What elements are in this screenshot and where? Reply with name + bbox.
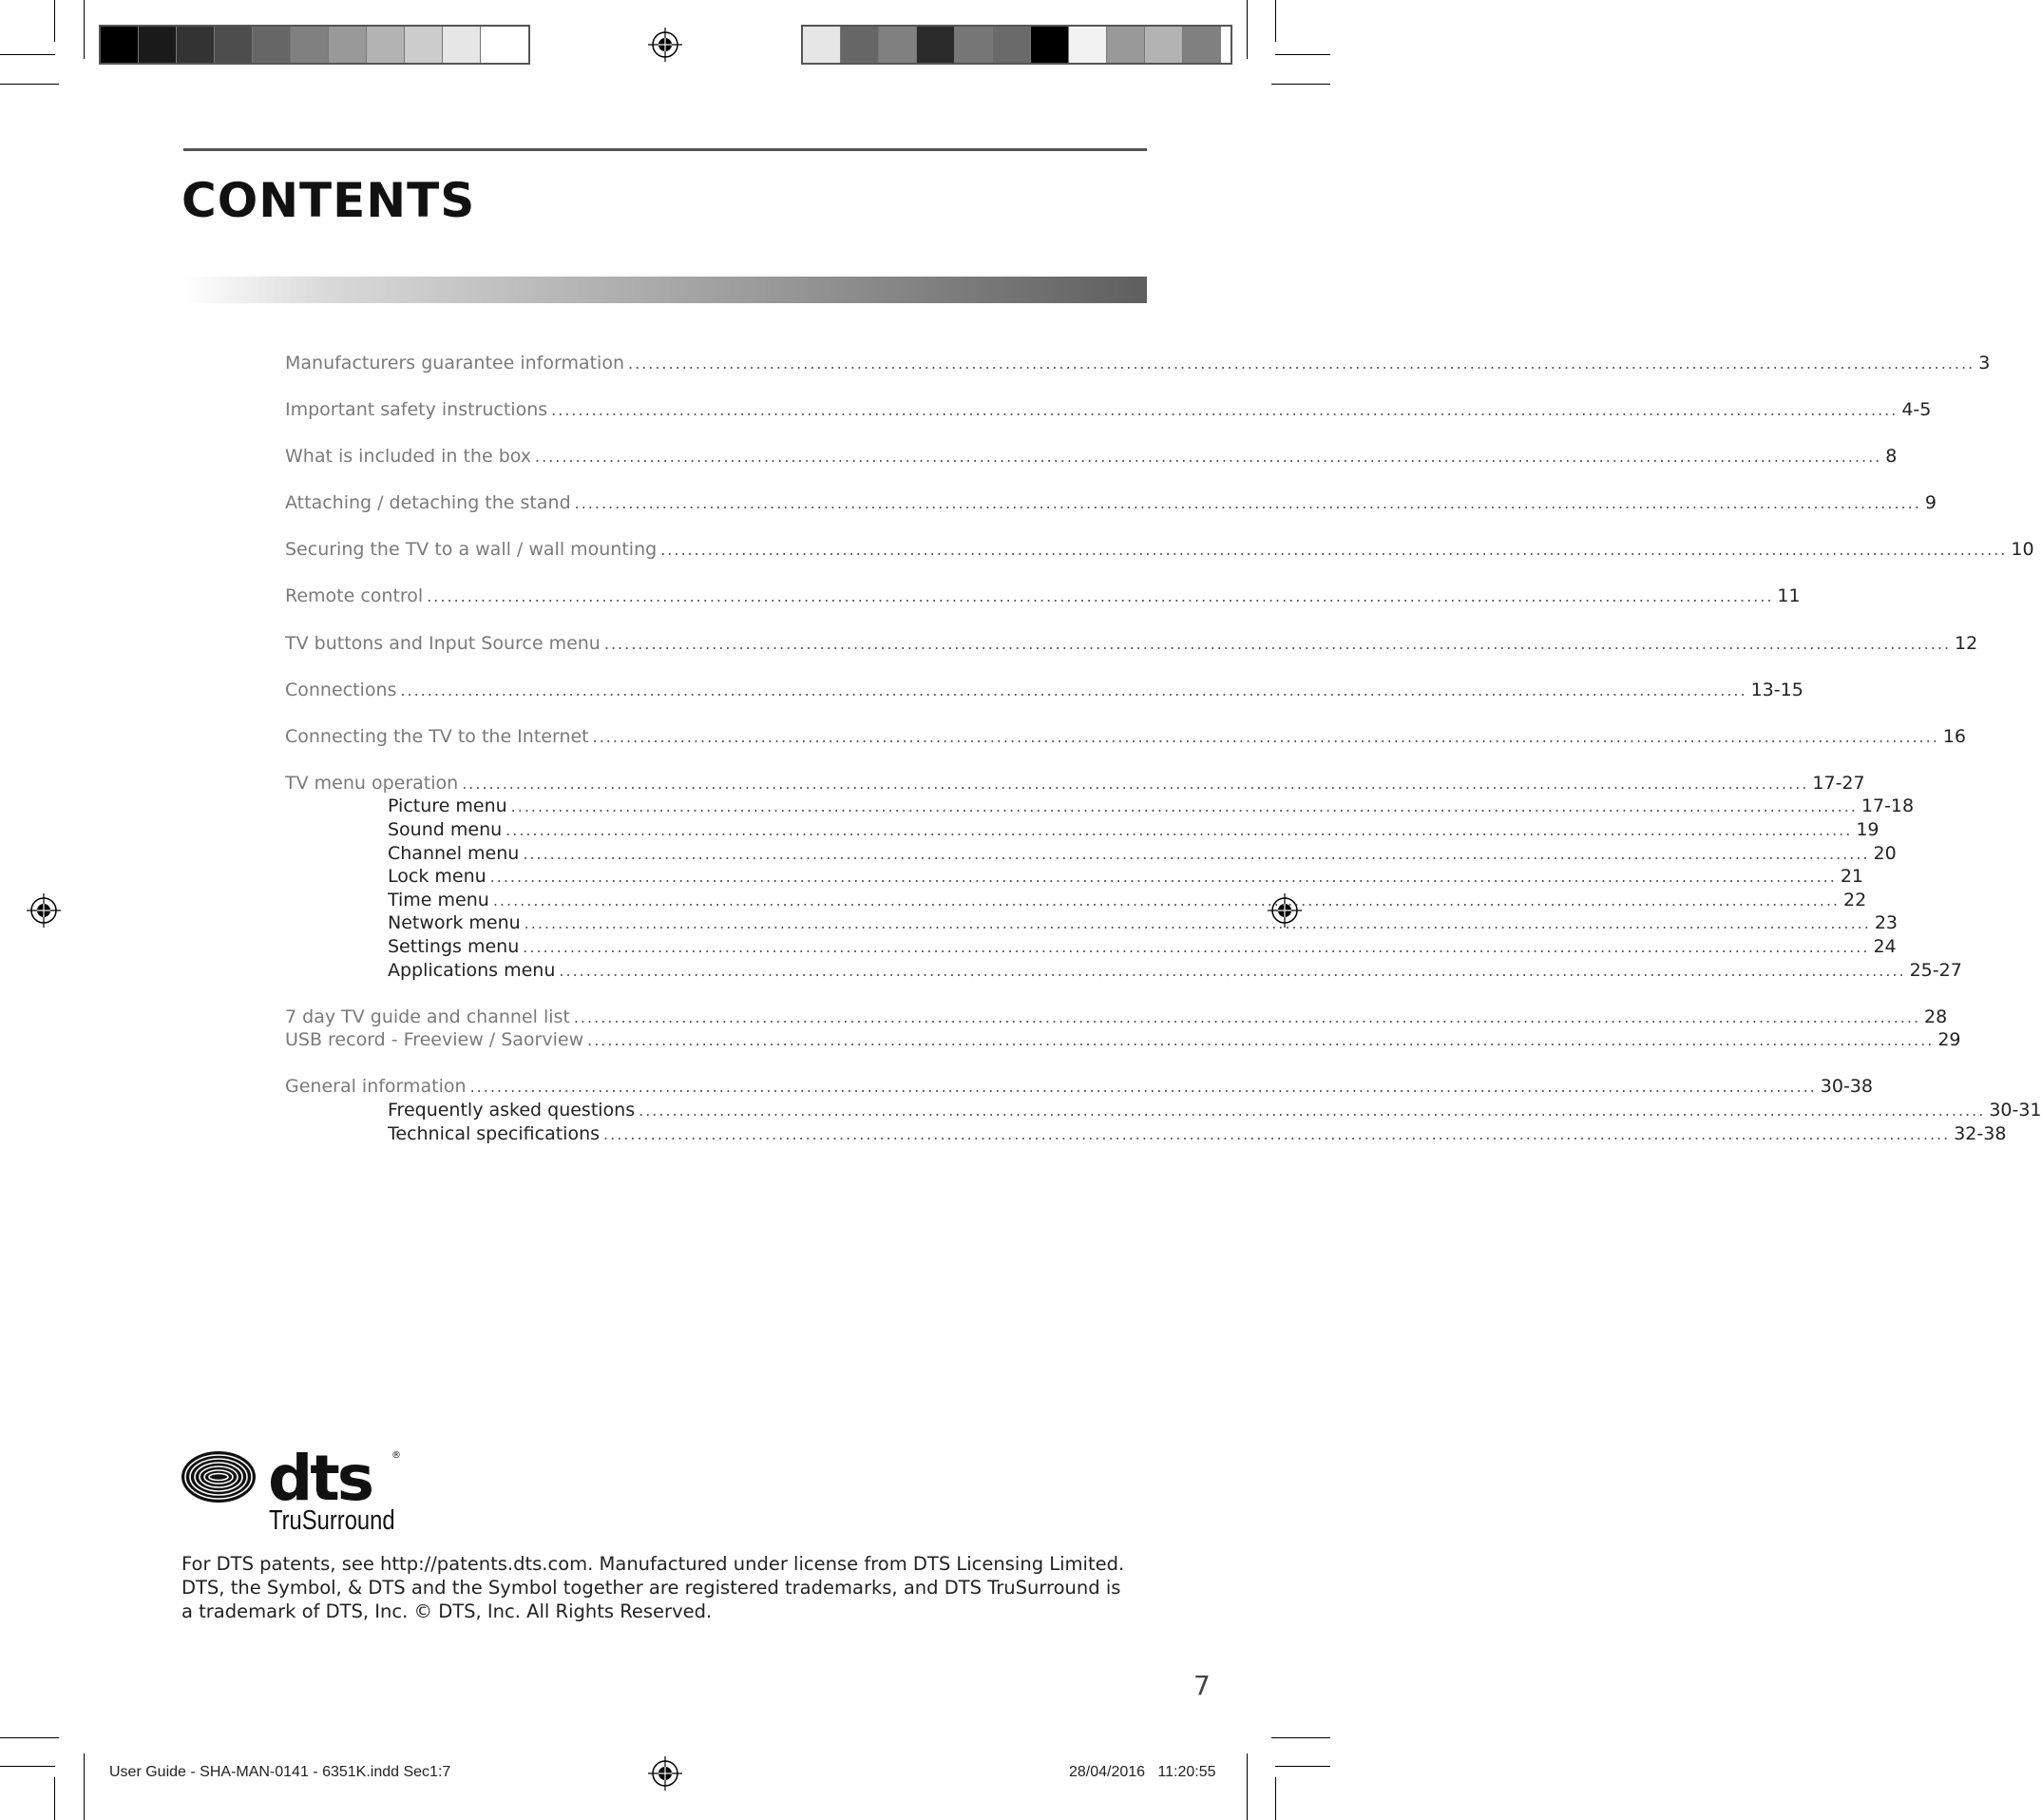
color-calibration-bar-left xyxy=(99,25,530,65)
toc-leader-dots: ........................................................................................................................................................................................................ xyxy=(469,1078,1817,1097)
table-of-contents xyxy=(285,352,2042,1145)
color-swatch xyxy=(329,27,367,63)
registered-mark: ® xyxy=(391,1450,401,1461)
toc-entry[interactable] xyxy=(285,1006,1948,1029)
toc-subentry[interactable] xyxy=(285,935,1897,959)
toc-leader-dots: ........................................................................................................................................................................................................ xyxy=(492,891,1841,910)
toc-subentry[interactable] xyxy=(285,842,1897,866)
toc-leader-dots: ........................................................................................................................................................................................................ xyxy=(523,938,1870,956)
toc-leader-dots: ........................................................................................................................................................................................................ xyxy=(639,1101,1986,1120)
toc-leader-dots: ........................................................................................................................................................................................................ xyxy=(523,844,1870,863)
toc-subentry[interactable] xyxy=(285,865,1864,889)
toc-leader-dots: ........................................................................................................................................................................................................ xyxy=(660,541,2008,560)
toc-entry[interactable] xyxy=(285,679,1803,702)
color-swatch xyxy=(101,27,139,63)
toc-entry-label: Connecting the TV to the Internet xyxy=(285,725,589,747)
toc-entry-page: 11 xyxy=(1777,585,1801,607)
toc-entry-label: Attaching / detaching the stand xyxy=(285,492,571,514)
toc-leader-dots: ........................................................................................................................................................................................................ xyxy=(427,587,1774,606)
toc-entry-label: Network menu xyxy=(388,912,521,934)
crop-mark xyxy=(1275,0,1276,42)
toc-entry-page: 19 xyxy=(1856,819,1880,841)
color-swatch xyxy=(405,27,443,63)
toc-leader-dots: ........................................................................................................................................................................................................ xyxy=(573,1007,1921,1026)
toc-entry-page: 13-15 xyxy=(1750,679,1803,700)
color-swatch xyxy=(1069,27,1107,63)
toc-entry-label: TV buttons and Input Source menu xyxy=(285,632,601,654)
crop-mark xyxy=(1275,54,1330,55)
color-calibration-bar-right xyxy=(801,25,1232,65)
toc-entry-label: General information xyxy=(285,1076,467,1098)
crop-mark xyxy=(0,84,59,85)
color-swatch xyxy=(803,27,841,63)
toc-entry-page: 4-5 xyxy=(1901,399,1932,421)
color-swatch xyxy=(291,27,329,63)
toc-entry[interactable] xyxy=(285,538,2034,562)
toc-subentry[interactable] xyxy=(285,911,1899,935)
color-swatch xyxy=(481,27,519,63)
toc-entry-page: 25-27 xyxy=(1909,959,1962,981)
registration-mark-icon xyxy=(27,893,61,928)
toc-leader-dots: ........................................................................................................................................................................................................ xyxy=(462,774,1809,793)
toc-entry-label: Frequently asked questions xyxy=(388,1099,636,1121)
toc-entry[interactable] xyxy=(285,772,1865,795)
toc-entry-page: 30-31 xyxy=(1989,1099,2042,1121)
color-swatch xyxy=(841,27,879,63)
toc-entry-page: 22 xyxy=(1843,889,1867,910)
toc-entry-label: Time menu xyxy=(388,889,489,910)
toc-entry[interactable] xyxy=(285,398,1932,422)
toc-entry-page: 8 xyxy=(1885,446,1898,468)
crop-mark xyxy=(1247,0,1248,59)
toc-entry-label: Technical specifications xyxy=(388,1122,601,1144)
toc-subentry[interactable] xyxy=(285,959,1962,983)
toc-entry-page: 10 xyxy=(2011,539,2034,561)
toc-entry-label: USB record - Freeview / Saorview xyxy=(285,1029,584,1051)
color-swatch xyxy=(993,27,1031,63)
toc-entry-label: Manufacturers guarantee information xyxy=(285,353,624,374)
toc-entry-label: Important safety instructions xyxy=(285,399,548,421)
toc-entry-label: Settings menu xyxy=(388,936,520,957)
color-swatch xyxy=(367,27,405,63)
toc-leader-dots: ........................................................................................................................................................................................................ xyxy=(524,914,1871,933)
crop-mark xyxy=(54,1777,55,1820)
toc-entry-label: Sound menu xyxy=(388,819,503,841)
footer-file-name: User Guide - SHA-MAN-0141 - 6351K.indd Sec1:7 xyxy=(109,1764,451,1780)
page-number: 7 xyxy=(1193,1670,1211,1701)
crop-mark xyxy=(0,54,55,55)
color-swatch xyxy=(177,27,215,63)
toc-entry-label: Connections xyxy=(285,679,397,700)
toc-entry-label: Securing the TV to a wall / wall mounting xyxy=(285,539,658,561)
toc-entry-page: 23 xyxy=(1874,912,1899,934)
color-swatch xyxy=(139,27,177,63)
toc-entry-page: 17-27 xyxy=(1812,772,1865,794)
color-swatch xyxy=(215,27,253,63)
color-swatch xyxy=(955,27,993,63)
color-swatch xyxy=(1107,27,1145,63)
toc-entry-page: 24 xyxy=(1873,936,1897,957)
toc-leader-dots: ........................................................................................................................................................................................................ xyxy=(559,961,1906,980)
toc-entry-page: 32-38 xyxy=(1954,1122,2007,1144)
header-gradient-bar xyxy=(183,277,1147,303)
toc-entry[interactable] xyxy=(285,352,1991,375)
dts-symbol-icon xyxy=(181,1451,256,1503)
footer-timestamp: 28/04/2016 11:20:55 xyxy=(1069,1764,1216,1780)
toc-leader-dots: ........................................................................................................................................................................................................ xyxy=(587,1031,1935,1050)
crop-mark xyxy=(1247,1753,1248,1820)
header-rule xyxy=(183,148,1147,151)
toc-entry-label: Picture menu xyxy=(388,795,507,817)
crop-mark xyxy=(1275,1766,1330,1767)
legal-notice: For DTS patents, see http://patents.dts.com. Manufactured under license from DTS Licensing Limited. DTS, the Symbol, & DTS and the Symbol together are registered trademarks, and DTS TruSurround is a trademark of DTS, Inc. © DTS, Inc. All Rights Reserved. xyxy=(181,1553,1125,1622)
crop-mark xyxy=(0,1737,59,1738)
toc-leader-dots: ........................................................................................................................................................................................................ xyxy=(510,797,1858,816)
crop-mark xyxy=(1271,1737,1330,1738)
color-swatch xyxy=(917,27,955,63)
toc-subentry[interactable] xyxy=(285,889,1867,912)
toc-leader-dots: ........................................................................................................................................................................................................ xyxy=(535,448,1882,467)
toc-subentry[interactable] xyxy=(285,795,1915,818)
dts-caption: TruSurround xyxy=(269,1505,395,1536)
toc-entry-label: What is included in the box xyxy=(285,446,532,468)
toc-entry-page: 12 xyxy=(1955,632,1978,654)
color-swatch xyxy=(253,27,291,63)
toc-entry-page: 16 xyxy=(1942,725,1966,747)
toc-leader-dots: ........................................................................................................................................................................................................ xyxy=(400,680,1747,699)
toc-entry-page: 29 xyxy=(1937,1029,1961,1051)
registration-mark-icon xyxy=(648,1756,682,1791)
toc-leader-dots: ........................................................................................................................................................................................................ xyxy=(603,1124,1951,1143)
toc-entry-page: 9 xyxy=(1924,492,1937,514)
color-swatch xyxy=(1183,27,1221,63)
toc-entry-label: Channel menu xyxy=(388,842,520,864)
crop-mark xyxy=(0,1766,55,1767)
toc-entry[interactable] xyxy=(285,725,1966,749)
toc-entry-label: Applications menu xyxy=(388,959,556,981)
toc-leader-dots: ........................................................................................................................................................................................................ xyxy=(628,354,1975,373)
color-swatch xyxy=(1145,27,1183,63)
toc-entry[interactable] xyxy=(285,445,1898,469)
toc-leader-dots: ........................................................................................................................................................................................................ xyxy=(574,494,1921,513)
color-swatch xyxy=(443,27,481,63)
dts-wordmark: dts xyxy=(268,1442,372,1515)
toc-entry[interactable] xyxy=(285,632,1978,656)
toc-entry-page: 20 xyxy=(1873,842,1897,864)
toc-entry[interactable] xyxy=(285,1075,1873,1099)
toc-entry-page: 17-18 xyxy=(1861,795,1915,817)
crop-mark xyxy=(1275,1777,1276,1820)
toc-entry-page: 28 xyxy=(1924,1006,1948,1027)
crop-mark xyxy=(54,0,55,42)
toc-leader-dots: ........................................................................................................................................................................................................ xyxy=(551,401,1899,420)
toc-leader-dots: ........................................................................................................................................................................................................ xyxy=(592,727,1939,746)
toc-entry-label: Lock menu xyxy=(388,866,487,888)
toc-entry-page: 3 xyxy=(1978,353,1991,374)
toc-leader-dots: ........................................................................................................................................................................................................ xyxy=(506,821,1853,840)
toc-entry-page: 21 xyxy=(1840,866,1864,888)
crop-mark xyxy=(84,0,85,59)
toc-leader-dots: ........................................................................................................................................................................................................ xyxy=(489,868,1837,887)
page-title: CONTENTS xyxy=(181,173,476,228)
toc-entry[interactable] xyxy=(285,1028,1961,1052)
toc-entry[interactable] xyxy=(285,584,1801,608)
toc-entry-label: Remote control xyxy=(285,585,424,607)
toc-entry[interactable] xyxy=(285,491,1937,515)
toc-subentry[interactable] xyxy=(285,1122,2007,1146)
color-swatch xyxy=(1031,27,1069,63)
crop-mark xyxy=(1271,84,1330,85)
toc-subentry[interactable] xyxy=(285,818,1880,842)
registration-mark-icon xyxy=(648,28,682,62)
color-swatch xyxy=(879,27,917,63)
crop-mark xyxy=(84,1753,85,1820)
toc-entry-page: 30-38 xyxy=(1820,1076,1873,1098)
toc-leader-dots: ........................................................................................................................................................................................................ xyxy=(603,634,1952,653)
toc-subentry[interactable] xyxy=(285,1099,2042,1122)
toc-entry-label: 7 day TV guide and channel list xyxy=(285,1006,570,1027)
toc-entry-label: TV menu operation xyxy=(285,772,459,794)
